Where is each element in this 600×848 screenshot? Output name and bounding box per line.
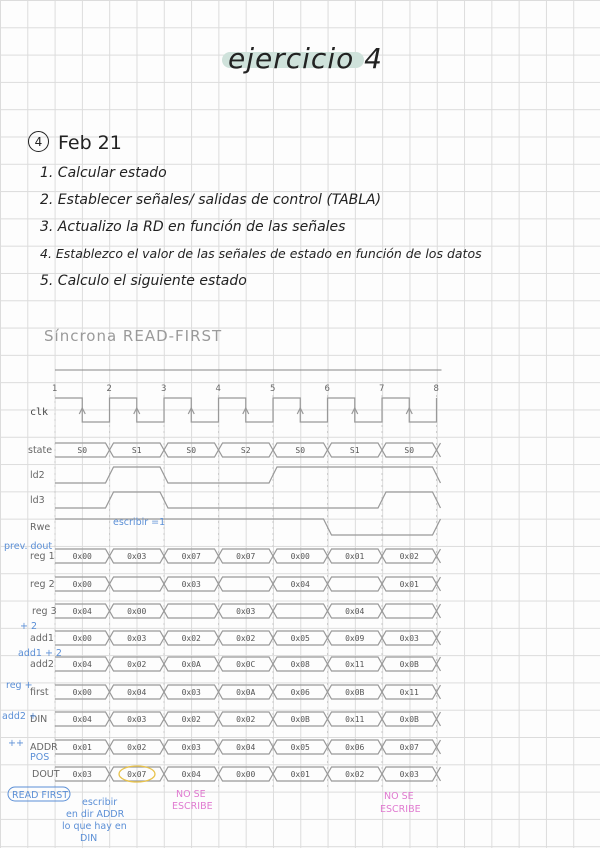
- bus-value: 0x03: [127, 634, 147, 643]
- bus-value: 0x0A: [236, 688, 256, 697]
- bus-value: 0x00: [236, 770, 256, 779]
- bus-value: S1: [131, 446, 142, 455]
- row-label: ld2: [30, 470, 45, 481]
- clock-waveform: [55, 398, 437, 422]
- note-write-line4: DIN: [80, 833, 98, 844]
- bus-value: 0x04: [345, 607, 365, 616]
- bus-value: 0x00: [127, 607, 147, 616]
- bus-value: 0x01: [345, 552, 365, 561]
- note-no-write-1a: NO SE: [176, 789, 206, 800]
- step-1: 1. Calcular estado: [40, 165, 167, 181]
- bus-value: 0x02: [181, 634, 201, 643]
- cycle-number: 1: [52, 384, 58, 394]
- cycle-number: 6: [324, 384, 330, 394]
- cycle-number: 7: [379, 384, 385, 394]
- bus-value: 0x00: [72, 634, 92, 643]
- note-add2-plus1: add1 + 2: [18, 648, 62, 659]
- bus-value: 0x08: [290, 660, 310, 669]
- step-2: 2. Establecer señales/ salidas de control (TABLA): [40, 192, 382, 208]
- bus-value: 0x02: [399, 552, 419, 561]
- note-read-first: READ FIRST: [12, 790, 69, 801]
- row-label: reg 2: [30, 579, 55, 590]
- bus-value: 0x00: [72, 552, 92, 561]
- cycle-number: 4: [215, 384, 221, 394]
- signal-waveform: [55, 467, 441, 483]
- note-write-line1: escribir: [82, 797, 118, 808]
- bus-upper-edge: [55, 577, 441, 584]
- row-label: DOUT: [32, 769, 60, 780]
- step-4: 4. Establezco el valor de las señales de estado en función de los datos: [40, 246, 482, 261]
- bus-value: 0x00: [290, 552, 310, 561]
- cycle-number: 2: [106, 384, 112, 394]
- bus-value: 0x0B: [399, 715, 419, 724]
- bus-value: 0x04: [72, 715, 92, 724]
- bus-value: 0x03: [181, 580, 201, 589]
- bus-value: 0x0A: [181, 660, 201, 669]
- bus-value: S0: [186, 446, 197, 455]
- bus-value: S0: [295, 446, 306, 455]
- row-label: ADDR: [30, 742, 58, 753]
- cycle-number: 8: [433, 384, 439, 394]
- bus-value: 0x0C: [236, 660, 256, 669]
- note-write-line3: lo que hay en: [62, 821, 127, 832]
- note-no-write-1b: ESCRIBE: [172, 801, 213, 812]
- row-label: add2: [30, 659, 54, 670]
- bus-lower-edge: [55, 584, 441, 591]
- bus-value: 0x06: [290, 688, 310, 697]
- bus-value: 0x02: [127, 743, 147, 752]
- note-addr-plus: ++: [8, 738, 24, 749]
- bus-value: 0x0B: [399, 660, 419, 669]
- row-label: first: [30, 687, 49, 698]
- bus-value: 0x03: [236, 607, 256, 616]
- bus-value: 0x03: [399, 770, 419, 779]
- bus-value: S2: [240, 446, 251, 455]
- bus-value: 0x03: [181, 688, 201, 697]
- bus-value: 0x11: [399, 688, 419, 697]
- bus-value: 0x07: [399, 743, 419, 752]
- exercise-number: 4: [28, 131, 49, 152]
- bus-value: 0x00: [72, 580, 92, 589]
- note-no-write-2a: NO SE: [384, 791, 414, 802]
- bus-value: 0x01: [290, 770, 310, 779]
- bus-value: 0x04: [236, 743, 256, 752]
- note-no-write-2b: ESCRIBE: [380, 804, 421, 815]
- page-title: ejercicio 4: [228, 42, 383, 75]
- bus-value: 0x02: [181, 715, 201, 724]
- note-addr-pos: POS: [30, 752, 50, 763]
- row-label: reg 1: [30, 551, 55, 562]
- bus-value: 0x02: [127, 660, 147, 669]
- row-label: Rwe: [30, 522, 51, 533]
- bus-value: 0x09: [345, 634, 365, 643]
- bus-value: 0x03: [181, 743, 201, 752]
- bus-value: 0x03: [127, 552, 147, 561]
- bus-value: 0x06: [345, 743, 365, 752]
- row-label: reg 3: [32, 606, 57, 617]
- bus-value: 0x07: [236, 552, 256, 561]
- note-prev-dout: prev. dout: [4, 541, 53, 552]
- bus-value: 0x05: [290, 634, 310, 643]
- bus-value: 0x01: [399, 580, 419, 589]
- note-add1-plus2: + 2: [20, 621, 38, 632]
- step-5: 5. Calculo el siguiente estado: [40, 273, 247, 289]
- bus-value: 0x05: [290, 743, 310, 752]
- row-label: state: [28, 445, 53, 456]
- note-escribir: escribir =1: [113, 517, 166, 528]
- bus-value: 0x02: [236, 634, 256, 643]
- note-add2: add2 +: [2, 711, 37, 722]
- cycle-number: 5: [270, 384, 276, 394]
- bus-value: 0x00: [72, 688, 92, 697]
- clock-label: clk: [30, 407, 49, 418]
- bus-value: 0x04: [290, 580, 310, 589]
- exercise-date: Feb 21: [58, 132, 122, 154]
- bus-value: 0x01: [72, 743, 92, 752]
- bus-value: S0: [77, 446, 88, 455]
- bus-value: 0x02: [345, 770, 365, 779]
- bus-value: 0x04: [181, 770, 201, 779]
- note-reg-plus: reg +: [6, 680, 33, 691]
- bus-value: 0x0B: [345, 688, 365, 697]
- cycle-number: 3: [161, 384, 167, 394]
- bus-value: 0x07: [127, 770, 147, 779]
- bus-value: 0x03: [127, 715, 147, 724]
- bus-value: 0x04: [72, 607, 92, 616]
- bus-value: 0x11: [345, 660, 365, 669]
- bus-value: 0x07: [181, 552, 201, 561]
- bus-value: 0x02: [236, 715, 256, 724]
- note-write-line2: en dir ADDR: [66, 809, 125, 820]
- bus-value: 0x0B: [290, 715, 310, 724]
- row-label: DIN: [30, 714, 48, 725]
- row-label: ld3: [30, 495, 45, 506]
- bus-value: 0x04: [127, 688, 147, 697]
- bus-value: S0: [404, 446, 415, 455]
- bus-value: 0x04: [72, 660, 92, 669]
- bus-value: 0x11: [345, 715, 365, 724]
- step-3: 3. Actualizo la RD en función de las señales: [40, 219, 346, 235]
- bus-value: S1: [349, 446, 360, 455]
- bus-value: 0x03: [72, 770, 92, 779]
- diagram-caption: Síncrona READ-FIRST: [44, 327, 223, 345]
- bus-value: 0x03: [399, 634, 419, 643]
- signal-waveform: [55, 492, 441, 508]
- row-label: add1: [30, 633, 54, 644]
